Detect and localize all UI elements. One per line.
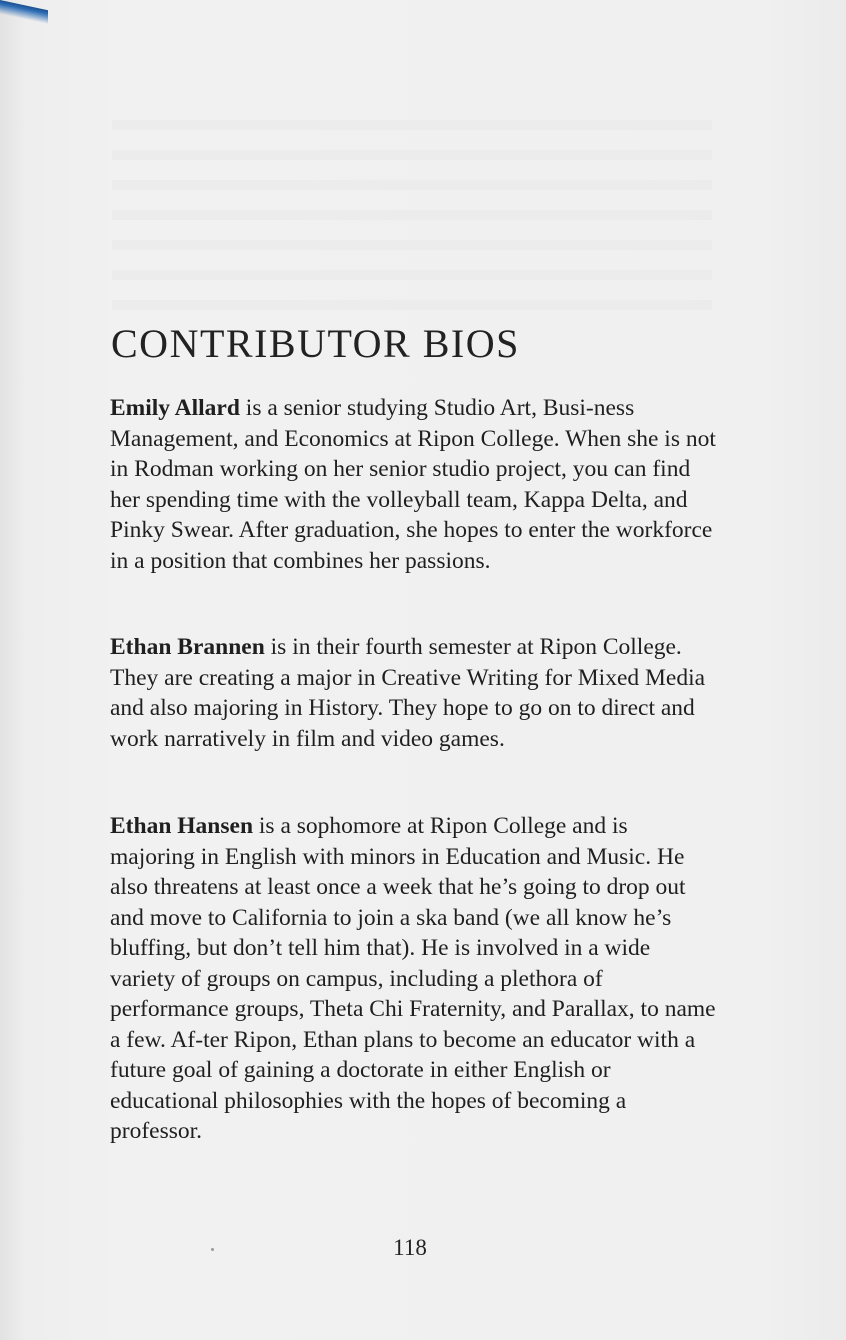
show-through-text xyxy=(112,120,712,320)
binding-edge-mark xyxy=(0,0,48,24)
bio-name: Emily Allard xyxy=(110,395,240,421)
bio-ethan-hansen xyxy=(110,811,716,1147)
bio-name: Ethan Brannen xyxy=(110,634,265,660)
bio-text: is in their fourth semester at Ripon College. They are creating a major in Creative Writing for Mixed Media and also majoring in History. They hope to go on to direct and work narratively in film and video games. xyxy=(110,634,706,752)
bio-ethan-brannen xyxy=(110,632,716,754)
page-number: 118 xyxy=(393,1235,427,1260)
bio-text: is a sophomore at Ripon College and is majoring in English with minors in Education and Music. He also threatens at least once a week that he’s going to drop out and move to California to join a ska band (we all know he’s bluffing, but don’t tell him that). He is involved in a wide variety of groups on campus, including a plethora of performance groups, Theta Chi Fraternity, and Parallax, to name a few. Af-ter Ripon, Ethan plans to become an educator with a future goal of gaining a doctorate in either English or educational philosophies with the hopes of becoming a professor. xyxy=(110,813,716,1144)
bio-emily-allard xyxy=(110,393,716,576)
bio-text: is a senior studying Studio Art, Busi-ness Management, and Economics at Ripon College. When she is not in Rodman working on her senior studio project, you can find her spending time with the volleyball team, Kappa Delta, and Pinky Swear. After graduation, she hopes to enter the workforce in a position that combines her passions. xyxy=(110,395,716,574)
bio-name: Ethan Hansen xyxy=(110,813,254,839)
section-title: CONTRIBUTOR BIOS xyxy=(111,321,520,366)
